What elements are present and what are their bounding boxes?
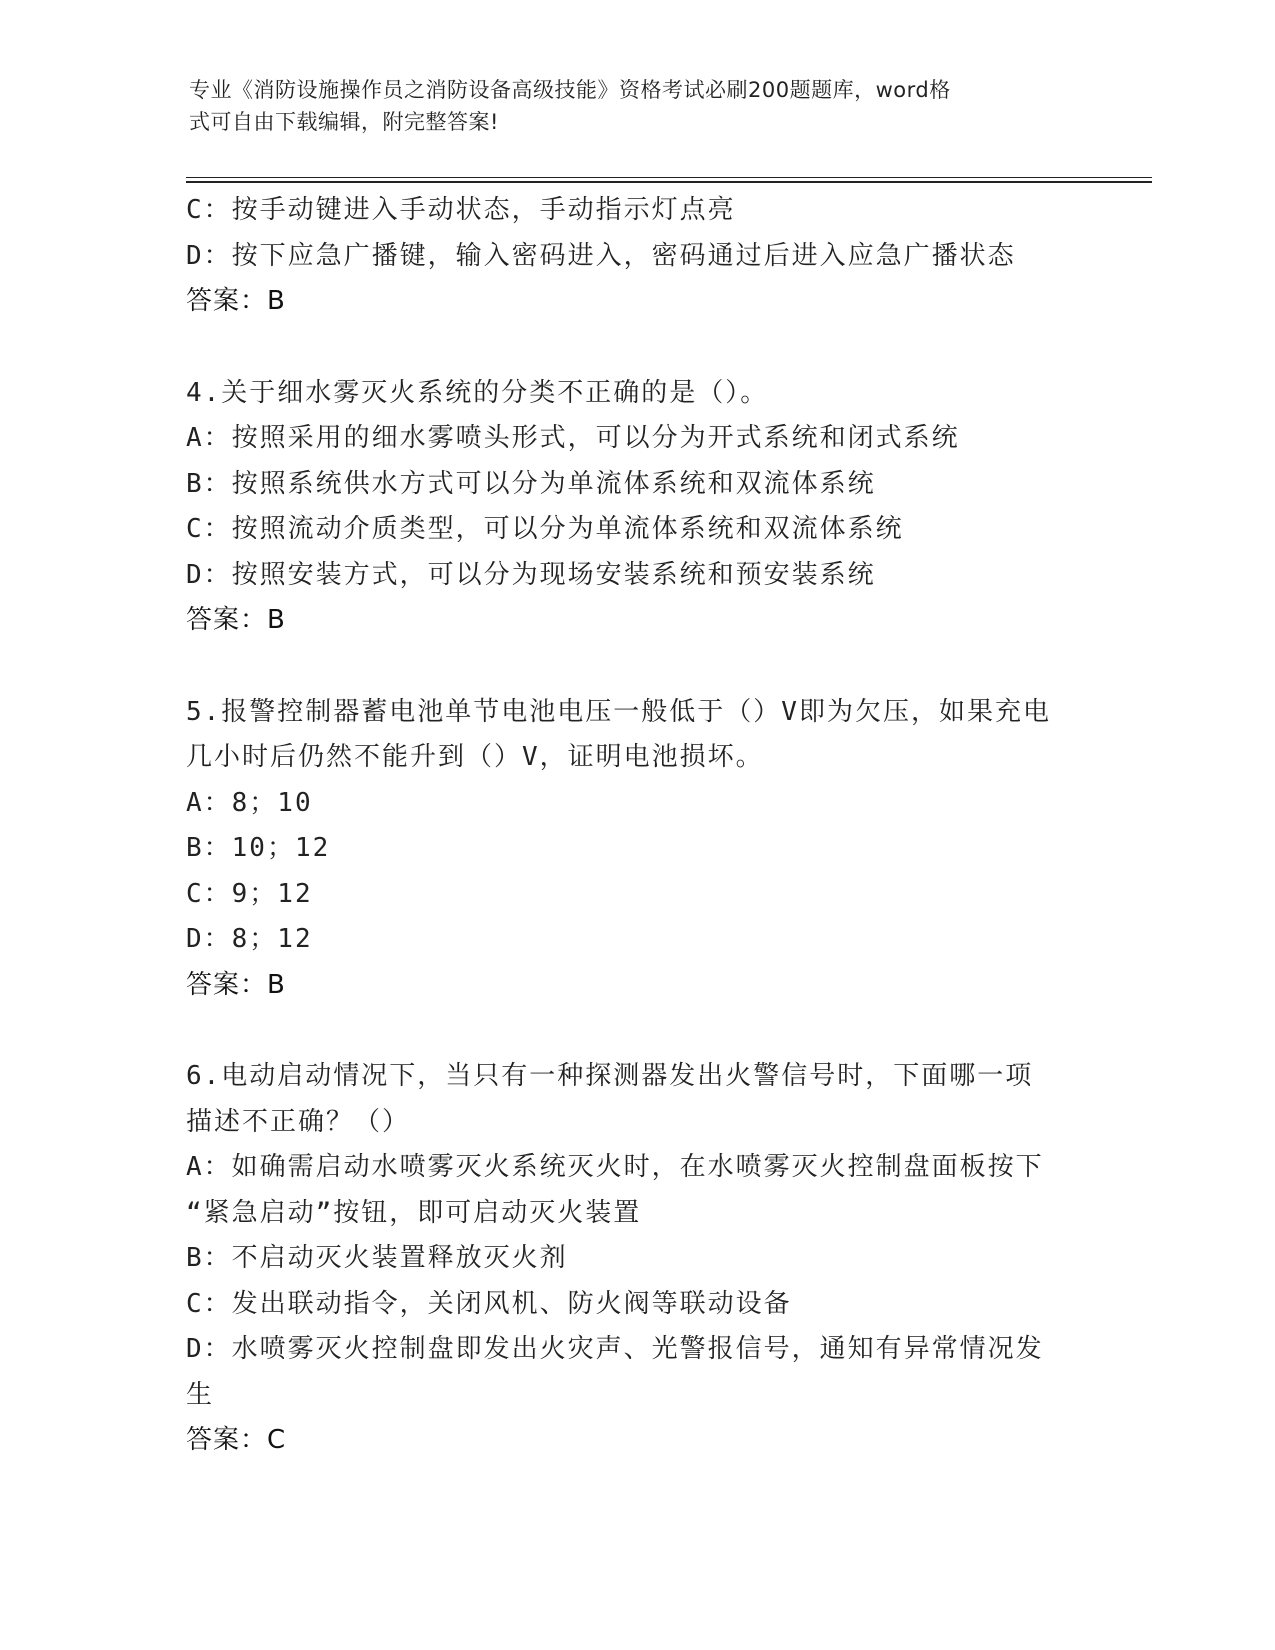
option-b: B：按照系统供水方式可以分为单流体系统和双流体系统	[186, 468, 876, 499]
question-stem-line-1: 5.报警控制器蓄电池单节电池电压一般低于（）V即为欠压，如果充电	[186, 696, 1051, 727]
option-d: D：8；12	[186, 924, 313, 954]
option-d-line-2: 生	[186, 1379, 215, 1410]
option-d: D：按下应急广播键，输入密码进入，密码通过后进入应急广播状态	[186, 240, 1016, 271]
option-c: C：9；12	[186, 878, 313, 909]
option-c: C：按照流动介质类型，可以分为单流体系统和双流体系统	[186, 514, 904, 544]
spacer	[186, 644, 1086, 690]
option-b: B：10；12	[186, 833, 331, 863]
question-stem: 4.关于细水雾灭火系统的分类不正确的是（）。	[186, 377, 769, 408]
option-d: D：按照安装方式，可以分为现场安装系统和预安装系统	[186, 559, 876, 590]
option-c: C：按手动键进入手动状态，手动指示灯点亮	[186, 195, 736, 225]
question-3	[186, 188, 1086, 325]
question-stem-line-2: 几小时后仍然不能升到（）V，证明电池损坏。	[186, 742, 764, 772]
question-list	[186, 188, 1086, 1464]
option-a-line-2: “紧急启动”按钮，即可启动灭火装置	[186, 1197, 642, 1228]
option-a: A：按照采用的细水雾喷头形式，可以分为开式系统和闭式系统	[186, 423, 960, 453]
answer: 答案：B	[186, 605, 286, 635]
option-a-line-1: A：如确需启动水喷雾灭火系统灭火时，在水喷雾灭火控制盘面板按下	[186, 1152, 1044, 1182]
spacer	[186, 325, 1086, 371]
question-6	[186, 1054, 1086, 1464]
spacer	[186, 1008, 1086, 1054]
question-4	[186, 371, 1086, 644]
question-5	[186, 690, 1086, 1009]
option-c: C：发出联动指令，关闭风机、防火阀等联动设备	[186, 1288, 792, 1319]
question-stem-line-2: 描述不正确？（）	[186, 1106, 411, 1137]
header-line-1: 专业《消防设施操作员之消防设备高级技能》资格考试必刷200题题库，word格	[189, 78, 951, 102]
answer: 答案：B	[186, 969, 286, 1000]
answer: 答案：C	[186, 1425, 287, 1455]
header-divider-thin	[186, 177, 1152, 178]
answer: 答案：B	[186, 286, 286, 316]
header-divider-thick	[186, 181, 1152, 183]
header-line-2: 式可自由下载编辑，附完整答案!	[189, 110, 499, 134]
option-b: B：不启动灭火装置释放灭火剂	[186, 1243, 568, 1273]
option-d-line-1: D：水喷雾灭火控制盘即发出火灾声、光警报信号，通知有异常情况发	[186, 1334, 1044, 1364]
option-a: A：8；10	[186, 787, 313, 818]
page-header	[189, 74, 1089, 138]
question-stem-line-1: 6.电动启动情况下，当只有一种探测器发出火警信号时，下面哪一项	[186, 1061, 1034, 1091]
